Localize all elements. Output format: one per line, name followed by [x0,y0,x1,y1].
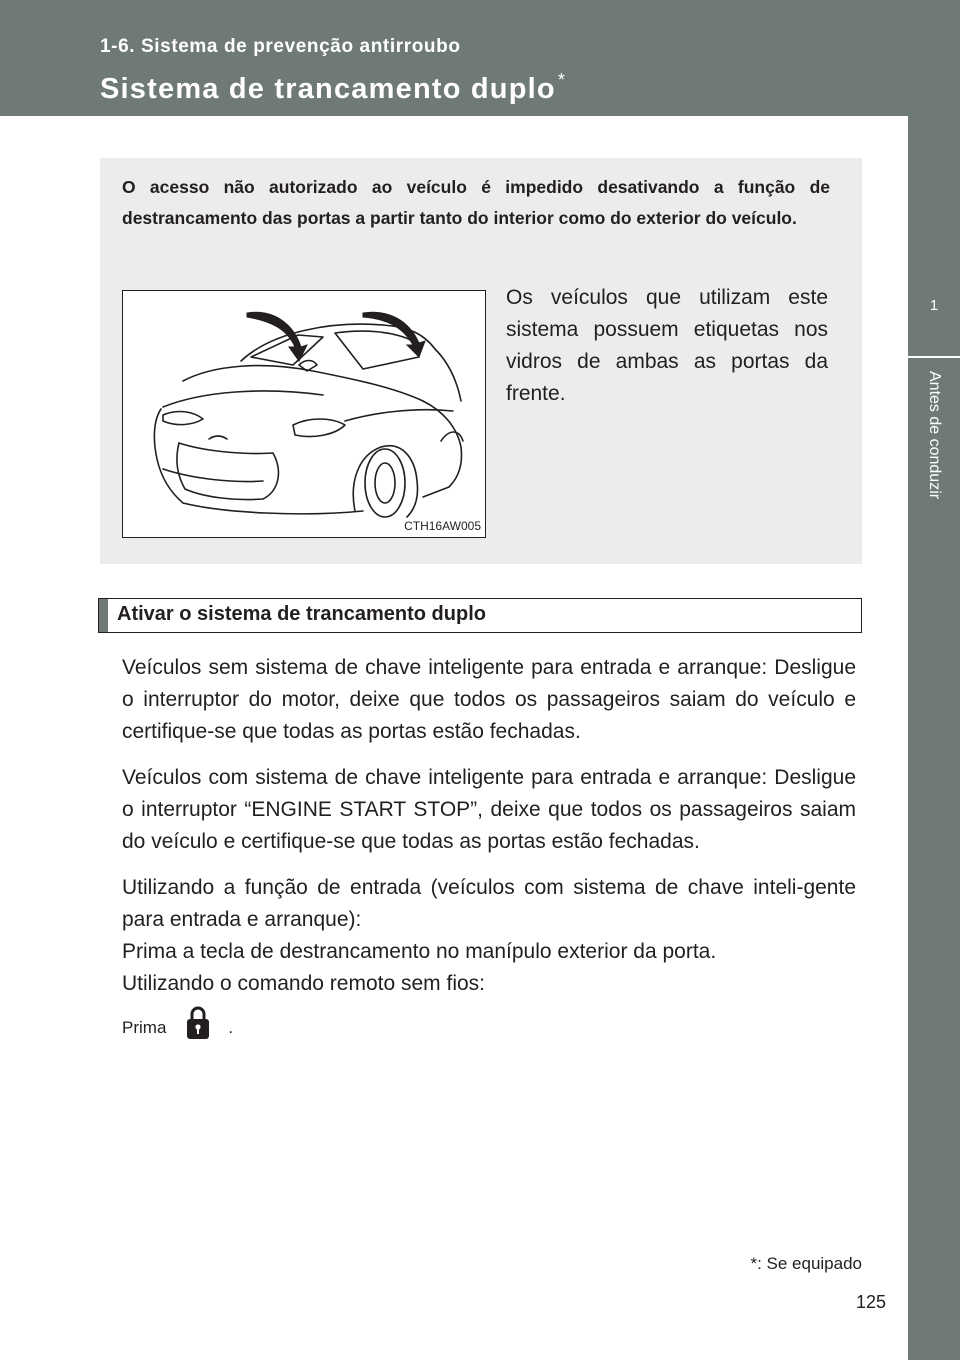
car-illustration [122,290,486,538]
chapter-side-tab [908,116,960,1360]
section-heading [98,598,862,633]
title-asterisk: * [557,70,567,90]
padlock-icon [186,1004,210,1051]
page-title-text: Sistema de trancamento duplo [100,73,556,105]
paragraph-no-smart-key: Veículos sem sistema de chave inteligente para entrada e arranque: Desligue o interruptor do motor, deixe que todos os passageiros saiam do veículo e certifique-se que todas as portas estão fechadas. [122,656,856,743]
paragraph-entry-function: Utilizando a função de entrada (veículos com sistema de chave inteli-gente para entrada e arranque): [122,876,856,931]
car-drawing [123,291,485,537]
page-header [0,0,960,116]
prima-instruction [122,1004,856,1051]
page-number: 125 [856,1292,887,1312]
page-title [100,70,566,106]
section-title: 1-6. Sistema de prevenção antirroubo [100,36,461,57]
prima-label: Prima [122,1017,167,1037]
footnote [750,1254,862,1274]
paragraph-unlock-button: Prima a tecla de destrancamento no manípulo exterior da porta. [122,940,717,963]
footnote-mark: * [750,1254,758,1273]
chapter-number: 1 [908,256,960,356]
paragraph-smart-key: Veículos com sistema de chave inteligente para entrada e arranque: Desligue o interruptor “ENGINE START STOP”, deixe que todos os passageiros saiam do veículo e certifique-se que todas as portas estão fechadas. [122,766,856,853]
footnote-text: : Se equipado [757,1254,862,1273]
heading-bar [99,599,108,632]
intro-summary: O acesso não autorizado ao veículo é impedido desativando a função de destrancamento das portas a partir tanto do interior como do exterior do veículo. [122,177,830,228]
section-heading-text: Ativar o sistema de trancamento duplo [117,603,486,625]
prima-end: . [228,1017,234,1037]
section-body [122,652,856,1051]
intro-box [100,158,862,564]
figure-code: CTH16AW005 [404,519,481,533]
intro-side-text: Os veículos que utilizam este sistema possuem etiquetas nos vidros de ambas as portas da frente. [506,286,828,405]
chapter-label: Antes de conduzir [926,371,943,500]
paragraph-remote: Utilizando o comando remoto sem fios: [122,972,485,995]
